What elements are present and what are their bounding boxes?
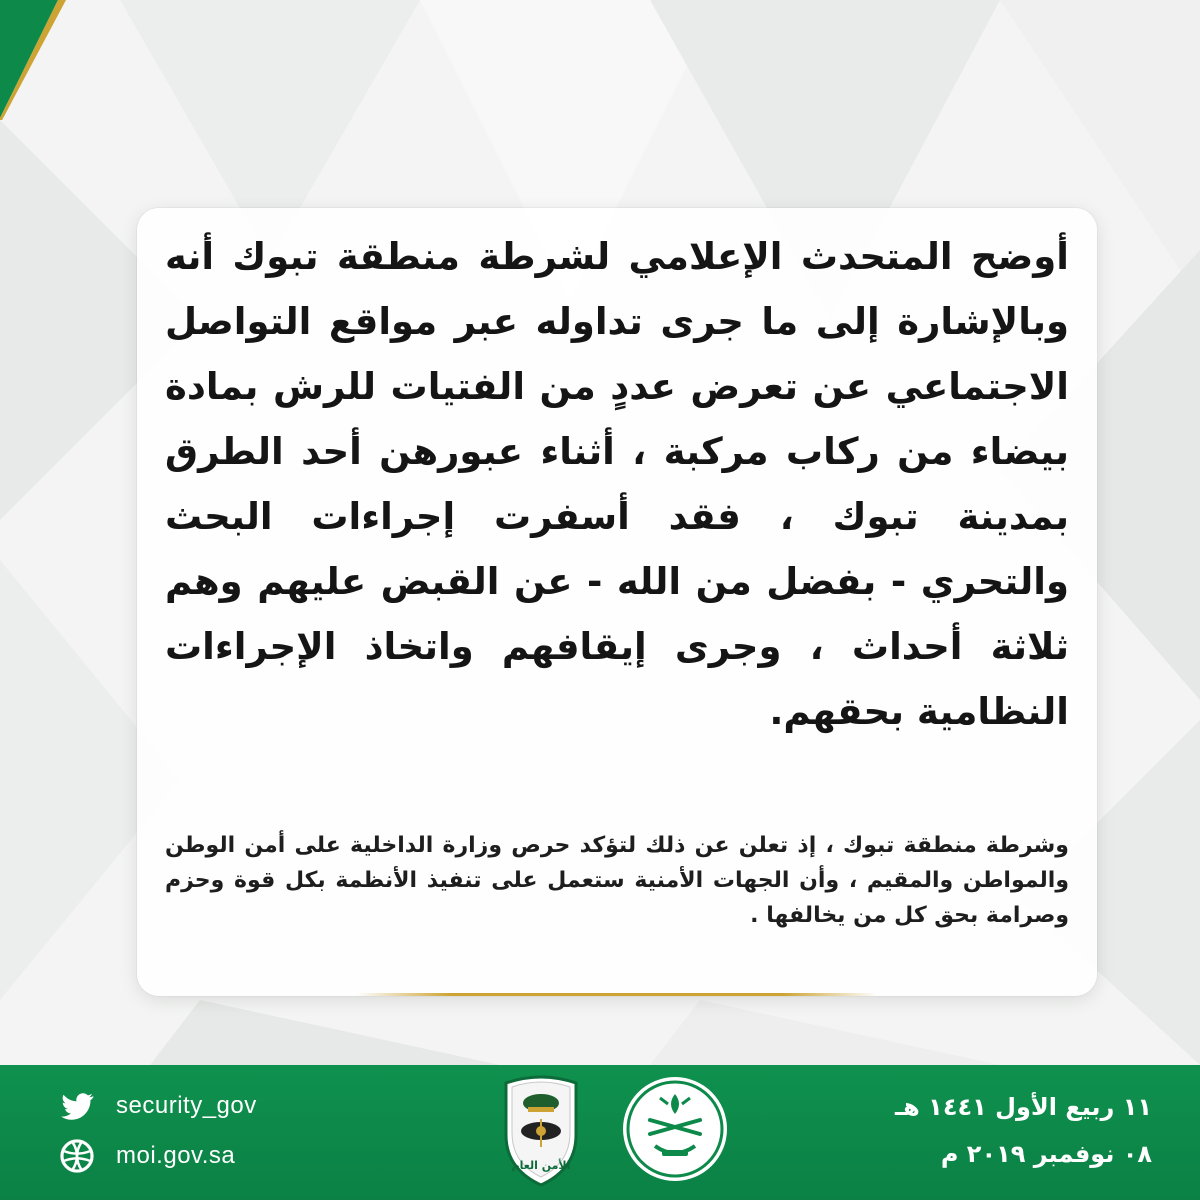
twitter-icon	[58, 1087, 96, 1125]
card-gold-divider	[357, 993, 877, 996]
corner-accent	[0, 0, 120, 120]
gregorian-date: ٠٨ نوفمبر ٢٠١٩ م	[940, 1140, 1152, 1168]
twitter-contact[interactable]	[58, 1086, 257, 1126]
globe-icon	[58, 1137, 96, 1175]
main-paragraph: أوضح المتحدث الإعلامي لشرطة منطقة تبوك أنه وبالإشارة إلى ما جرى تداوله عبر مواقع التواصل الاجتماعي عن تعرض عددٍ من الفتيات للرش بمادة بيضاء من ركاب مركبة ، أثناء عبورهن أحد الطرق بمدينة تبوك ، فقد أسفرت إجراءات البحث والتحري - بفضل من الله - عن القبض عليهم وهم ثلاثة أحداث ، وجرى إيقافهم واتخاذ الإجراءات النظامية بحقهم.	[165, 235, 1069, 733]
police-logo-caption: الأمن العام	[511, 1159, 571, 1172]
public-security-emblem-icon	[498, 1073, 584, 1189]
closing-paragraph: وشرطة منطقة تبوك ، إذ تعلن عن ذلك لتؤكد حرص وزارة الداخلية على أمن الوطن والمواطن والمقيم ، وأن الجهات الأمنية ستعمل على تنفيذ الأنظمة بكل قوة وحزم وصرامة بحق كل من يخالفها .	[165, 833, 1069, 928]
twitter-handle[interactable]: security_gov	[116, 1092, 257, 1119]
website-contact[interactable]	[58, 1136, 235, 1176]
website-url[interactable]: moi.gov.sa	[116, 1142, 236, 1169]
ministry-of-interior-emblem-icon	[620, 1074, 730, 1184]
announcement-card	[137, 208, 1097, 996]
hijri-date: ١١ ربيع الأول ١٤٤١ هـ	[894, 1093, 1152, 1121]
